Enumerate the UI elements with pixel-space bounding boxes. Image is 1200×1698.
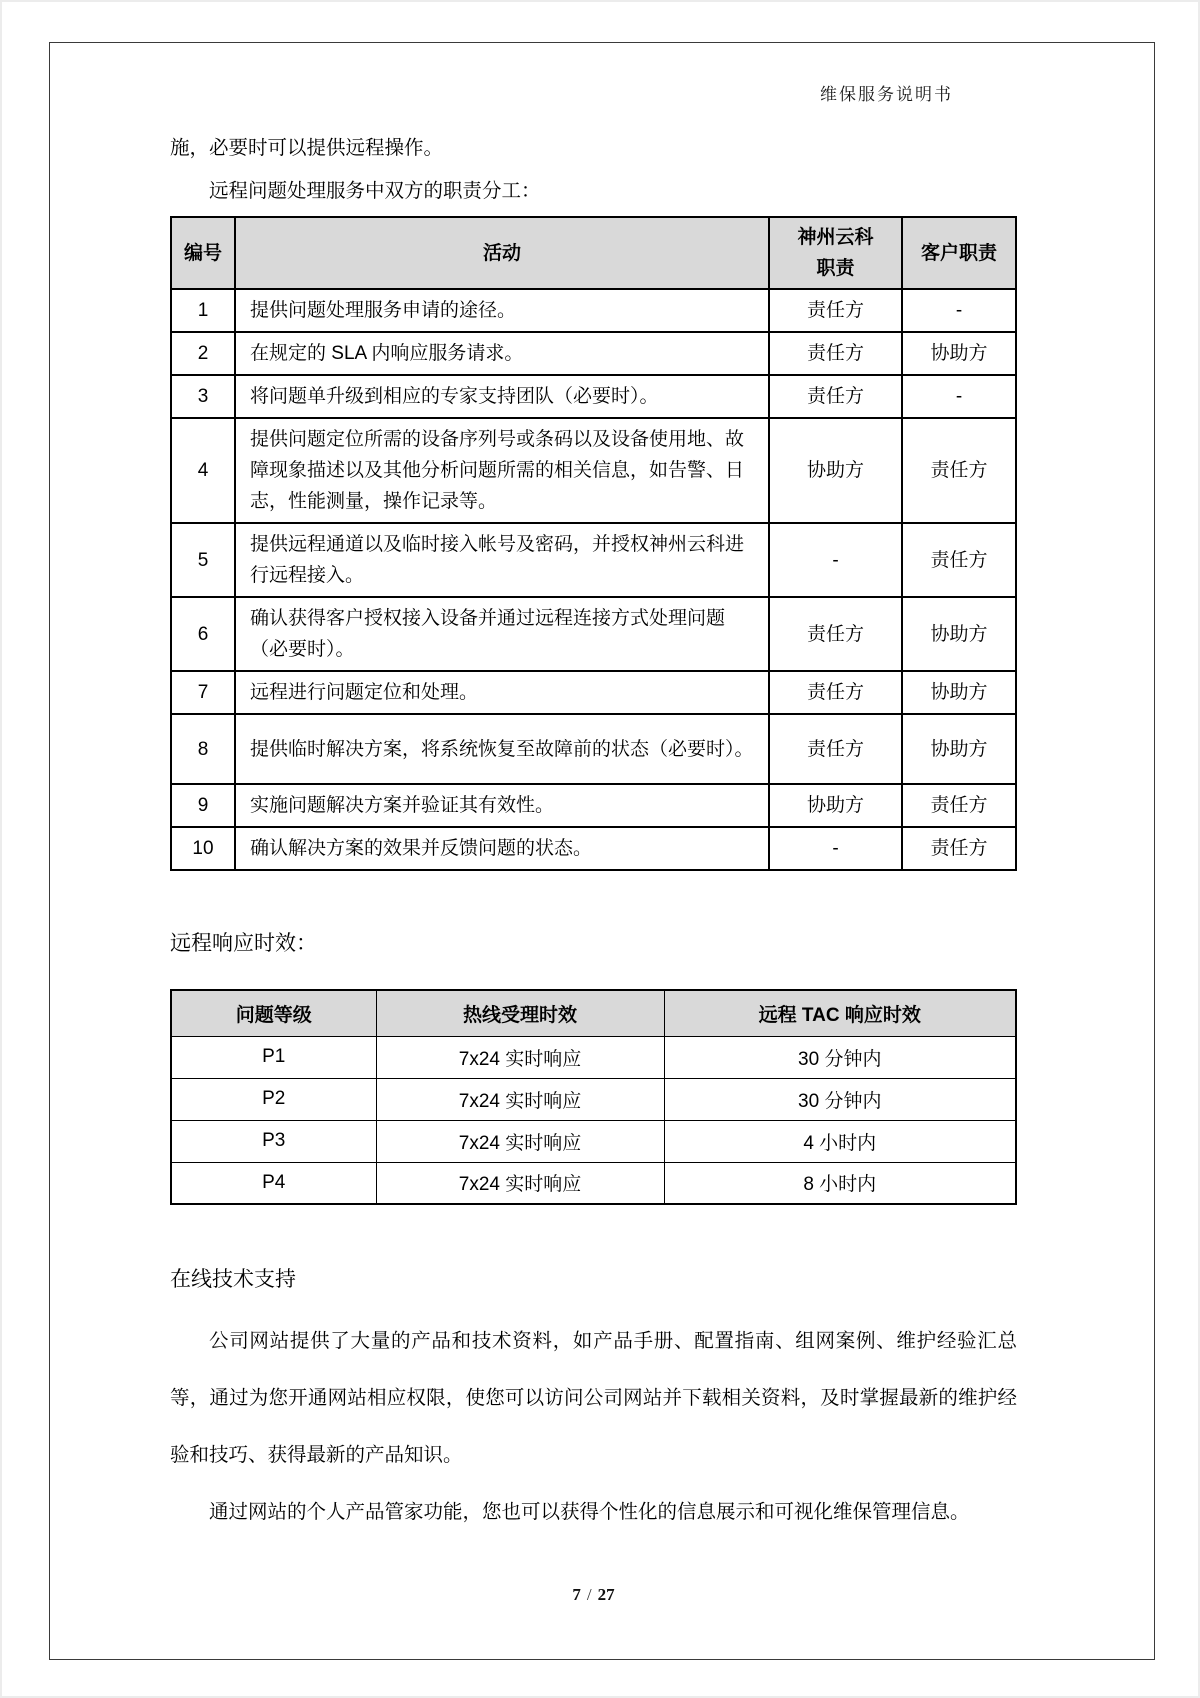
header-cell-problem-level: 问题等级 [171,990,376,1036]
intro-paragraph-continuation: 施，必要时可以提供远程操作。 [170,137,444,159]
cell-vendor-role: 责任方 [769,671,902,714]
cell-hotline: 7x24 实时响应 [376,1162,664,1204]
cell-activity: 提供问题处理服务申请的途径。 [235,289,769,332]
section-heading-online-support: 在线技术支持 [170,1268,296,1291]
table-row [171,597,1016,671]
table-row [171,332,1016,375]
table-row [171,1078,1016,1120]
cell-activity: 确认获得客户授权接入设备并通过远程连接方式处理问题（必要时）。 [235,597,769,671]
cell-vendor-role: - [769,523,902,597]
cell-vendor-role: 责任方 [769,375,902,418]
cell-no: 6 [171,597,235,671]
page-content [170,2,1017,1541]
cell-no: 4 [171,418,235,523]
table-row [171,523,1016,597]
cell-activity: 确认解决方案的效果并反馈问题的状态。 [235,827,769,870]
cell-hotline: 7x24 实时响应 [376,1036,664,1078]
cell-customer-role: 协助方 [902,671,1016,714]
cell-level: P4 [171,1162,376,1204]
cell-no: 7 [171,671,235,714]
cell-hotline: 7x24 实时响应 [376,1120,664,1162]
cell-activity: 实施问题解决方案并验证其有效性。 [235,784,769,827]
table-row [171,1162,1016,1204]
cell-vendor-role: 协助方 [769,784,902,827]
cell-no: 8 [171,714,235,784]
header-cell-customer: 客户职责 [902,217,1016,289]
responsibility-table [170,216,1017,871]
cell-customer-role: 协助方 [902,332,1016,375]
header-cell-tac: 远程 TAC 响应时效 [664,990,1016,1036]
cell-no: 2 [171,332,235,375]
header-vendor-line2: 职责 [816,258,855,279]
section-heading-response-time: 远程响应时效： [170,932,317,955]
table-row [171,1036,1016,1078]
cell-level: P1 [171,1036,376,1078]
online-support-paragraph-1: 公司网站提供了大量的产品和技术资料，如产品手册、配置指南、组网案例、维护经验汇总等，通过为您开通网站相应权限，使您可以访问公司网站并下载相关资料，及时掌握最新的维护经验和技巧、获得最新的产品知识。 [170,1330,1017,1466]
cell-level: P3 [171,1120,376,1162]
header-vendor-line1: 神州云科 [797,227,874,248]
cell-customer-role: 协助方 [902,597,1016,671]
total-pages: 27 [597,1585,615,1604]
cell-vendor-role: 责任方 [769,597,902,671]
cell-tac: 30 分钟内 [664,1036,1016,1078]
cell-vendor-role: 责任方 [769,289,902,332]
doc-header-title: 维保服务说明书 [820,85,953,104]
cell-level: P2 [171,1078,376,1120]
intro-paragraph-lead: 远程问题处理服务中双方的职责分工： [209,180,541,202]
responsibility-table-header-row [171,217,1016,289]
page-number-separator: / [586,1585,592,1604]
header-cell-hotline: 热线受理时效 [376,990,664,1036]
table-row [171,418,1016,523]
sla-table [170,989,1017,1205]
cell-vendor-role: 责任方 [769,332,902,375]
cell-activity: 提供问题定位所需的设备序列号或条码以及设备使用地、故障现象描述以及其他分析问题所需的相关信息，如告警、日志，性能测量，操作记录等。 [235,418,769,523]
cell-tac: 8 小时内 [664,1162,1016,1204]
table-row [171,289,1016,332]
cell-vendor-role: - [769,827,902,870]
cell-customer-role: - [902,375,1016,418]
cell-activity: 将问题单升级到相应的专家支持团队（必要时）。 [235,375,769,418]
online-support-paragraph-2: 通过网站的个人产品管家功能，您也可以获得个性化的信息展示和可视化维保管理信息。 [209,1501,970,1523]
cell-no: 1 [171,289,235,332]
cell-customer-role: 协助方 [902,714,1016,784]
cell-customer-role: 责任方 [902,418,1016,523]
table-row [171,784,1016,827]
cell-tac: 30 分钟内 [664,1078,1016,1120]
cell-activity: 远程进行问题定位和处理。 [235,671,769,714]
cell-vendor-role: 协助方 [769,418,902,523]
cell-activity: 提供临时解决方案，将系统恢复至故障前的状态（必要时）。 [235,714,769,784]
cell-no: 3 [171,375,235,418]
cell-no: 5 [171,523,235,597]
cell-no: 10 [171,827,235,870]
cell-activity: 在规定的 SLA 内响应服务请求。 [235,332,769,375]
cell-customer-role: - [902,289,1016,332]
sla-table-header-row [171,990,1016,1036]
cell-activity: 提供远程通道以及临时接入帐号及密码，并授权神州云科进行远程接入。 [235,523,769,597]
page-number: 7 [572,1585,581,1604]
header-cell-activity: 活动 [235,217,769,289]
cell-hotline: 7x24 实时响应 [376,1078,664,1120]
cell-customer-role: 责任方 [902,784,1016,827]
table-row [171,375,1016,418]
table-row [171,714,1016,784]
table-row [171,827,1016,870]
cell-vendor-role: 责任方 [769,714,902,784]
cell-tac: 4 小时内 [664,1120,1016,1162]
page-footer [170,1585,1017,1605]
table-row [171,671,1016,714]
cell-customer-role: 责任方 [902,827,1016,870]
cell-customer-role: 责任方 [902,523,1016,597]
table-row [171,1120,1016,1162]
header-cell-vendor [769,217,902,289]
header-cell-no: 编号 [171,217,235,289]
cell-no: 9 [171,784,235,827]
